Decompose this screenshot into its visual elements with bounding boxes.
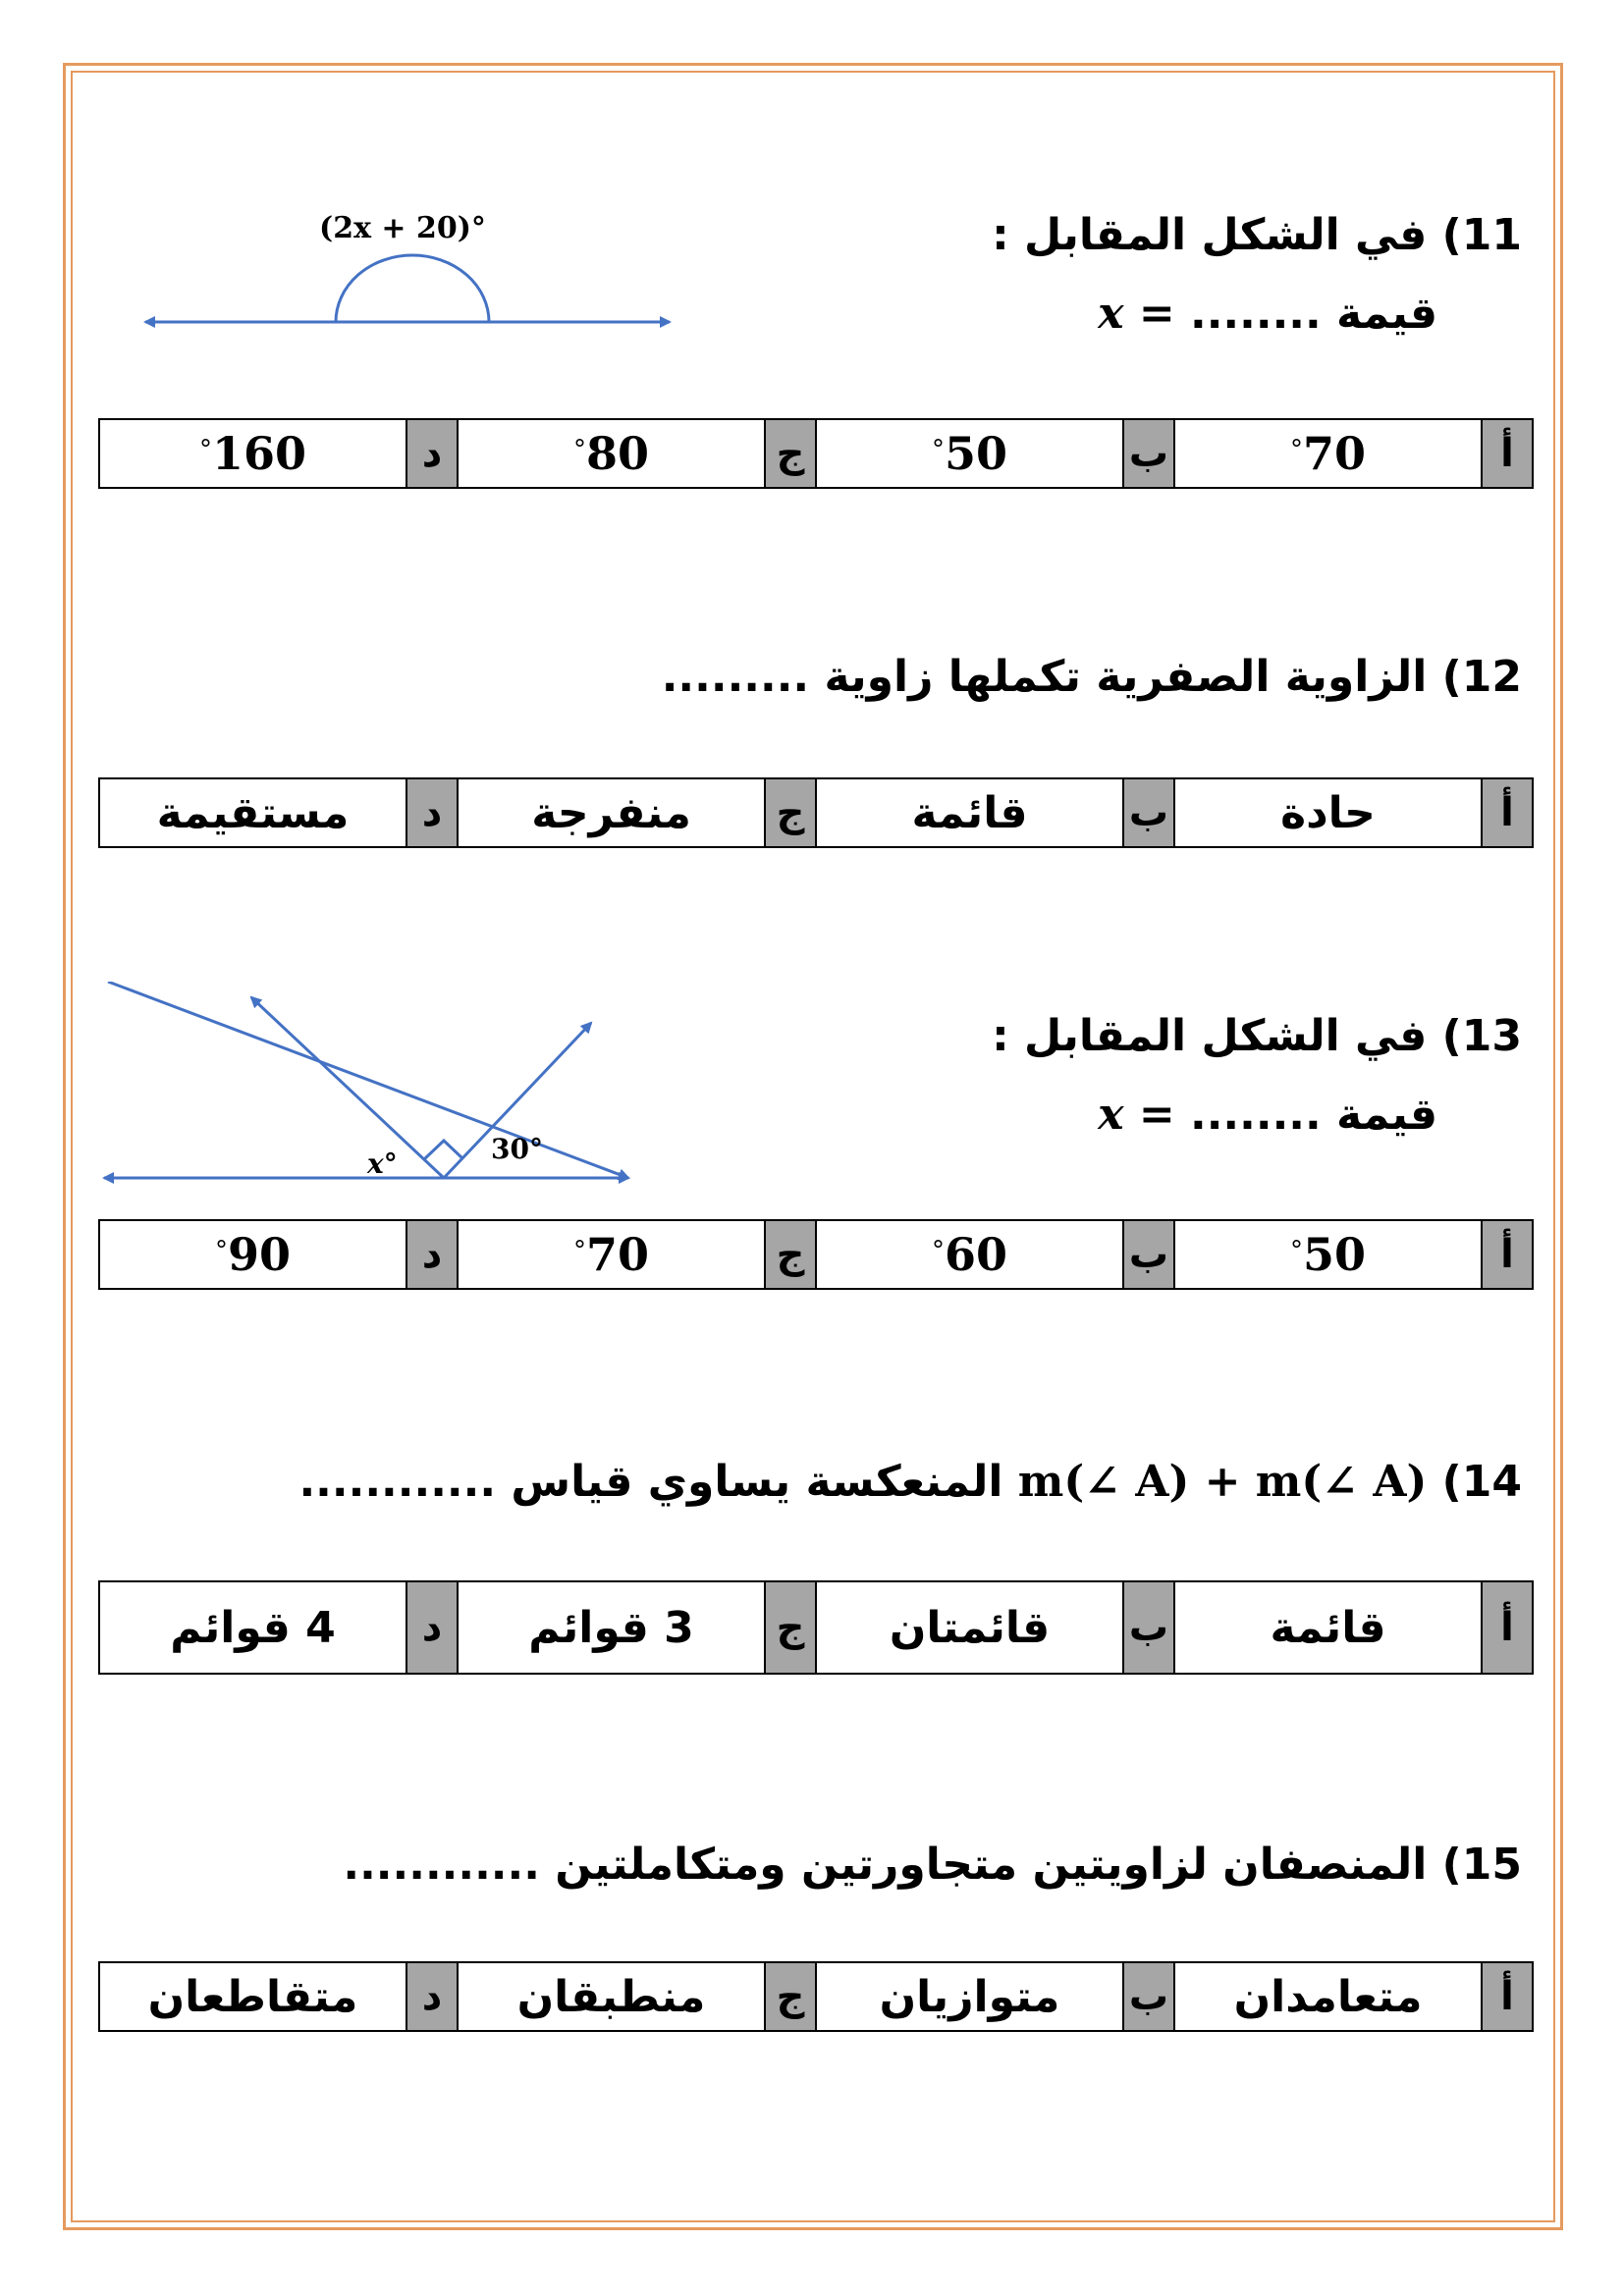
question-11-blank: = ........ [1138,289,1322,339]
question-11-prefix: قيمة [1336,289,1437,339]
question-13-blank: = ........ [1138,1090,1322,1140]
question-15-line1 [343,1840,1522,1890]
question-13-figure [88,982,648,1198]
question-13-line2 [1098,1090,1437,1140]
option-letter: ب [1122,1582,1173,1673]
option-letter: ج [764,1582,815,1673]
option-d[interactable]: متقاطعان [147,1971,358,2022]
option-b[interactable]: قائمتان [815,1582,1122,1673]
option-a[interactable]: 70 ° [1173,420,1481,487]
x-angle-label: x° [367,1148,398,1180]
question-14-math: m(∠ A) + m(∠ A) [1017,1457,1428,1507]
option-b[interactable]: قائمة [815,779,1122,846]
question-14-options [98,1580,1534,1675]
option-c[interactable]: منطبقان [457,1963,764,2030]
question-11-line1 [992,210,1522,260]
question-15-options [98,1961,1534,2032]
question-13-line1 [992,1011,1522,1061]
option-a[interactable]: حادة [1173,779,1481,846]
angle-arc [336,255,489,322]
option-b[interactable]: 60 ° [815,1221,1122,1288]
option-d[interactable]: 90 ° [215,1228,292,1281]
option-letter: ب [1122,420,1173,487]
question-11-var: x [1098,289,1124,339]
angle-label: (2x + 20)° [319,211,486,245]
question-13-text: في الشكل المقابل : [992,1011,1428,1061]
option-letter: ب [1122,779,1173,846]
option-c[interactable]: منفرجة [457,779,764,846]
option-letter: د [406,1963,457,2030]
question-12-options [98,777,1534,848]
option-letter: أ [1481,420,1532,487]
option-letter: ج [764,779,815,846]
question-13-prefix: قيمة [1336,1090,1437,1140]
option-c[interactable]: 70 ° [457,1221,764,1288]
option-d[interactable]: 4 قوائم [170,1602,336,1653]
question-11-options [98,418,1534,489]
question-15-text: المنصفان لزاويتين متجاورتين ومتكاملتين ............ [343,1840,1428,1890]
option-letter: ج [764,420,815,487]
question-14-number: 14) [1441,1457,1522,1507]
question-13-options [98,1219,1534,1290]
option-letter: د [406,420,457,487]
question-11-line2 [1098,289,1437,339]
option-letter: أ [1481,1582,1532,1673]
question-12-text: الزاوية الصفرية تكملها زاوية ......... [661,652,1428,702]
option-d[interactable]: مستقيمة [156,787,350,838]
option-b[interactable]: متوازيان [815,1963,1122,2030]
question-11-figure [128,196,687,344]
question-12-line1 [662,652,1522,702]
option-letter: أ [1481,779,1532,846]
option-letter: أ [1481,1221,1532,1288]
option-a[interactable]: 50 ° [1173,1221,1481,1288]
option-letter: أ [1481,1963,1532,2030]
question-14-line1 [298,1457,1522,1507]
ray-left [251,997,444,1178]
question-13-var: x [1098,1090,1124,1140]
question-12-number: 12) [1441,652,1522,702]
question-14-text: المنعكسة يساوي قياس ............ [298,1457,1003,1507]
option-c[interactable]: 80 ° [457,420,764,487]
question-13-number: 13) [1441,1011,1522,1061]
question-11-text: في الشكل المقابل : [992,210,1428,260]
option-a[interactable]: متعامدان [1173,1963,1481,2030]
option-letter: ج [764,1221,815,1288]
option-letter: ب [1122,1221,1173,1288]
question-11-number: 11) [1441,210,1522,260]
right-angle-mark [424,1141,462,1159]
option-a[interactable]: قائمة [1173,1582,1481,1673]
option-letter: ب [1122,1963,1173,2030]
option-letter: ج [764,1963,815,2030]
option-letter: د [406,1221,457,1288]
question-15-number: 15) [1441,1840,1522,1890]
option-d[interactable]: 160 ° [198,427,307,480]
option-letter: د [406,1582,457,1673]
option-b[interactable]: 50 ° [815,420,1122,487]
thirty-angle-label: 30° [491,1133,543,1165]
option-c[interactable]: 3 قوائم [457,1582,764,1673]
option-letter: د [406,779,457,846]
